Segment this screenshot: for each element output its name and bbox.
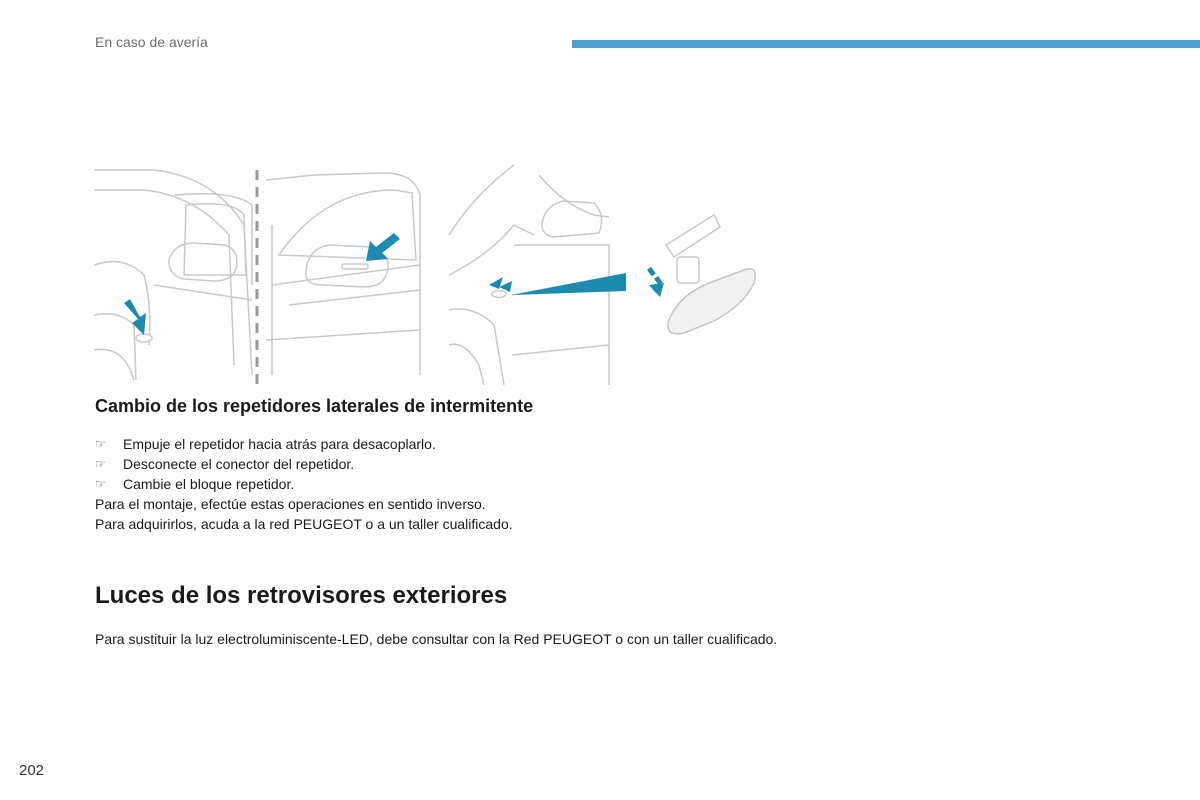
page-number: 202 xyxy=(19,762,45,779)
header-accent-bar xyxy=(572,40,1200,48)
pointing-hand-icon: ☞ xyxy=(95,457,106,471)
list-item xyxy=(95,434,436,454)
list-item xyxy=(95,454,436,474)
panel-mirror-light xyxy=(266,173,420,375)
repeater-illustration xyxy=(94,165,764,385)
panel-door-repeater xyxy=(94,170,252,380)
mirror-lights-section-title: Luces de los retrovisores exteriores xyxy=(95,582,508,609)
step-text: Desconecte el conector del repetidor. xyxy=(123,456,355,472)
mirror-lights-body: Para sustituir la luz electroluminiscente-LED, debe consultar con la Red PEUGEOT o con un taller cualificado. xyxy=(95,631,778,647)
step-text: Empuje el repetidor hacia atrás para desacoplarlo. xyxy=(123,436,436,452)
section-title: En caso de avería xyxy=(95,34,208,50)
note-paragraph: Para el montaje, efectúe estas operaciones en sentido inverso. xyxy=(95,496,486,512)
panel-car-side xyxy=(449,165,609,385)
repeater-detail xyxy=(666,215,755,334)
step-text: Cambie el bloque repetidor. xyxy=(123,476,295,492)
step-list xyxy=(95,434,436,494)
pointing-hand-icon: ☞ xyxy=(95,477,106,491)
repeater-section-title: Cambio de los repetidores laterales de intermitente xyxy=(95,396,534,416)
pointing-hand-icon: ☞ xyxy=(95,437,106,451)
list-item xyxy=(95,474,436,494)
note-paragraph: Para adquirirlos, acuda a la red PEUGEOT o a un taller cualificado. xyxy=(95,516,513,532)
